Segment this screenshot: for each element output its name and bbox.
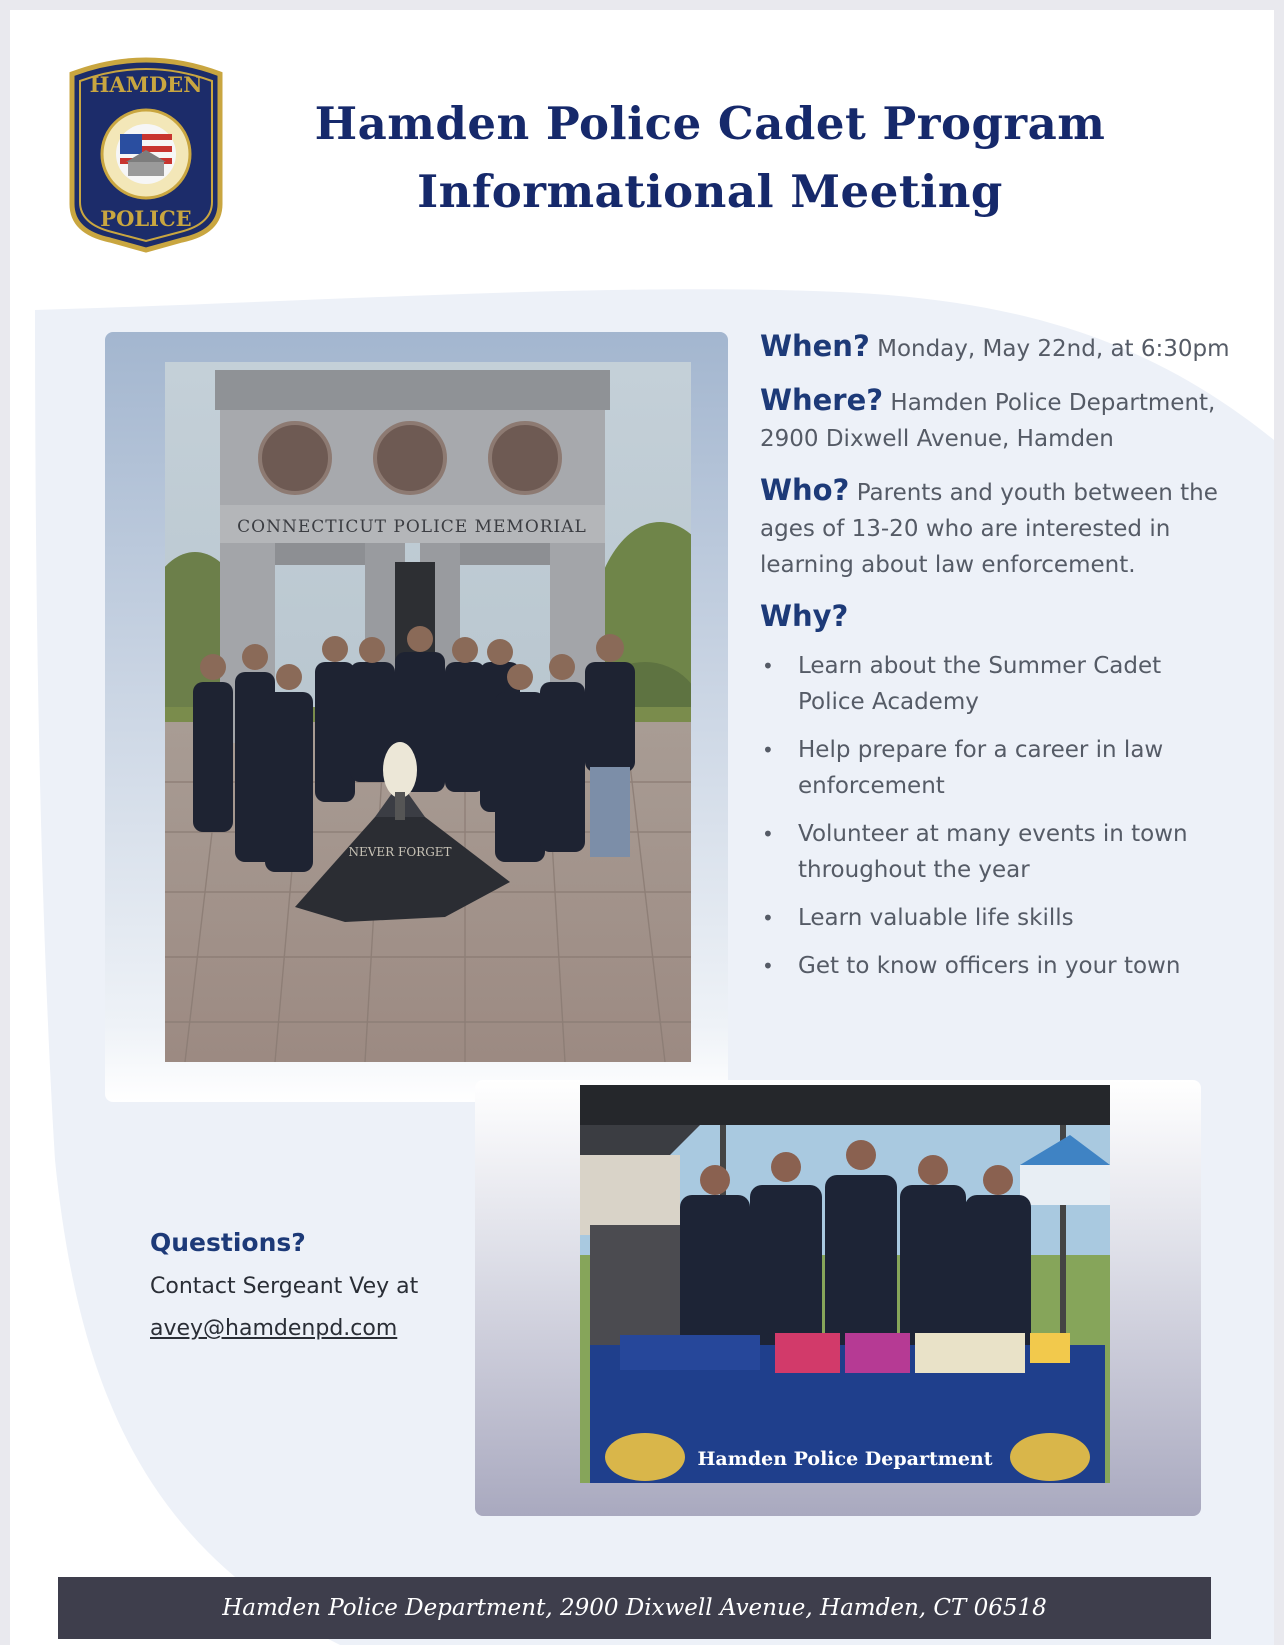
when-text: Monday, May 22nd, at 6:30pm [877,336,1230,362]
why-list [760,648,1260,984]
booth-banner-text: Hamden Police Department [697,1448,993,1470]
hamden-police-badge [62,54,230,254]
why-item [760,900,1260,936]
flyer-page [10,10,1274,1645]
title-line-1: Hamden Police Cadet Program [314,97,1106,150]
bullet-icon: • [762,738,774,762]
why-item-line: Learn valuable life skills [798,905,1074,931]
why-item [760,648,1260,720]
why-item-line: Volunteer at many events in town [798,821,1188,847]
questions-block [150,1222,418,1350]
questions-heading: Questions? [150,1228,306,1257]
where-text-1: Hamden Police Department, [890,390,1216,416]
memorial-group-photo [165,362,691,1062]
why-item [760,732,1260,804]
badge-top-text: HAMDEN [89,72,203,97]
why-item-line: Police Academy [798,689,979,715]
bullet-icon: • [762,954,774,978]
why-item [760,948,1260,984]
why-item-line: Help prepare for a career in law [798,737,1164,763]
why-item-line: Learn about the Summer Cadet [798,653,1162,679]
memorial-inscription: CONNECTICUT POLICE MEMORIAL [237,517,587,537]
bullet-icon: • [762,654,774,678]
contact-email-link[interactable]: avey@hamdenpd.com [150,1316,398,1341]
who-label: Who? [760,473,850,507]
meeting-info [760,328,1260,996]
why-item-line: enforcement [798,773,945,799]
booth-group-photo [580,1085,1110,1483]
footer-address: Hamden Police Department, 2900 Dixwell Avenue, Hamden, CT 06518 [58,1577,1211,1639]
who-text-2: ages of 13-20 who are interested in [760,516,1171,542]
who-text-3: learning about law enforcement. [760,552,1136,578]
who-text-1: Parents and youth between the [856,480,1218,506]
title-line-2: Informational Meeting [417,164,1003,218]
when-label: When? [760,329,870,363]
bullet-icon: • [762,906,774,930]
where-text-2: 2900 Dixwell Avenue, Hamden [760,426,1114,452]
why-item [760,816,1260,888]
badge-bottom-text: POLICE [100,206,192,231]
bullet-icon: • [762,822,774,846]
where-label: Where? [760,383,884,417]
page-title [270,90,1150,225]
why-item-line: Get to know officers in your town [798,953,1181,979]
why-label: Why? [760,599,849,633]
contact-text: Contact Sergeant Vey at [150,1274,419,1299]
monument-text: NEVER FORGET [348,845,452,859]
where-block [760,382,1260,457]
when-block [760,328,1260,367]
who-block [760,472,1260,583]
why-item-line: throughout the year [798,857,1030,883]
